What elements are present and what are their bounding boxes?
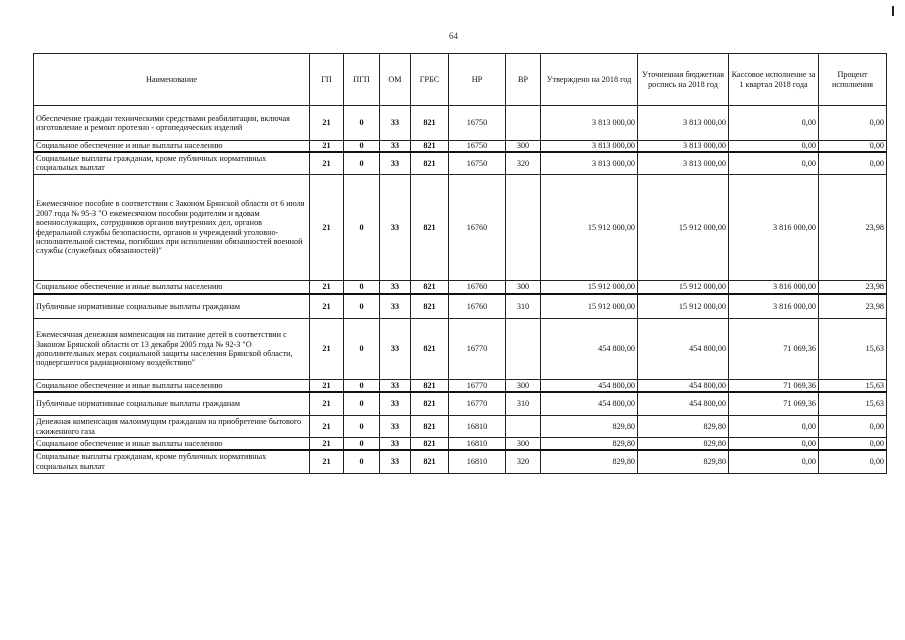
cell-pgp: 0 — [344, 416, 380, 438]
cell-cash: 0,00 — [729, 438, 819, 450]
cell-pgp: 0 — [344, 152, 380, 175]
cell-gp: 21 — [310, 319, 344, 380]
cell-pgp: 0 — [344, 392, 380, 416]
page-number: 64 — [449, 31, 458, 41]
cell-cash: 3 816 000,00 — [729, 175, 819, 281]
cell-refined: 3 813 000,00 — [638, 106, 729, 141]
cell-grbs: 821 — [411, 141, 449, 152]
cell-name: Денежная компенсация малоимущим гражданам на приобретение бытового сжиженного газа — [34, 416, 310, 438]
cell-pgp: 0 — [344, 141, 380, 152]
cell-percent: 23,98 — [819, 281, 887, 294]
table-row — [34, 152, 887, 175]
cell-gp: 21 — [310, 152, 344, 175]
cell-grbs: 821 — [411, 380, 449, 392]
table-row — [34, 294, 887, 319]
cell-pgp: 0 — [344, 281, 380, 294]
cell-cash: 71 069,36 — [729, 380, 819, 392]
cell-grbs: 821 — [411, 319, 449, 380]
table-row — [34, 416, 887, 438]
table-row — [34, 450, 887, 474]
header-nr: НР — [449, 54, 506, 106]
cell-om: 33 — [380, 450, 411, 474]
cell-grbs: 821 — [411, 281, 449, 294]
scan-edge-mark — [892, 6, 894, 16]
cell-name: Социальное обеспечение и иные выплаты населению — [34, 281, 310, 294]
header-vr: ВР — [506, 54, 541, 106]
cell-pgp: 0 — [344, 438, 380, 450]
cell-grbs: 821 — [411, 106, 449, 141]
cell-vr — [506, 319, 541, 380]
cell-om: 33 — [380, 141, 411, 152]
cell-nr: 16760 — [449, 281, 506, 294]
cell-gp: 21 — [310, 106, 344, 141]
cell-nr: 16810 — [449, 416, 506, 438]
cell-cash: 0,00 — [729, 106, 819, 141]
cell-nr: 16750 — [449, 141, 506, 152]
cell-om: 33 — [380, 175, 411, 281]
cell-cash: 71 069,36 — [729, 319, 819, 380]
cell-name: Обеспечение граждан техническими средствами реабилитации, включая изготовление и ремонт протезно - ортопедических изделий — [34, 106, 310, 141]
cell-nr: 16810 — [449, 438, 506, 450]
cell-approved: 454 800,00 — [541, 380, 638, 392]
cell-om: 33 — [380, 152, 411, 175]
cell-refined: 15 912 000,00 — [638, 281, 729, 294]
cell-gp: 21 — [310, 416, 344, 438]
cell-approved: 454 800,00 — [541, 319, 638, 380]
table-row — [34, 392, 887, 416]
cell-name: Социальное обеспечение и иные выплаты населению — [34, 380, 310, 392]
cell-cash: 0,00 — [729, 450, 819, 474]
table-row — [34, 380, 887, 392]
cell-om: 33 — [380, 319, 411, 380]
cell-pgp: 0 — [344, 294, 380, 319]
table-row — [34, 141, 887, 152]
cell-gp: 21 — [310, 392, 344, 416]
cell-cash: 71 069,36 — [729, 392, 819, 416]
cell-refined: 454 800,00 — [638, 319, 729, 380]
cell-vr: 320 — [506, 152, 541, 175]
cell-grbs: 821 — [411, 450, 449, 474]
cell-nr: 16760 — [449, 175, 506, 281]
cell-refined: 829,80 — [638, 438, 729, 450]
cell-pgp: 0 — [344, 175, 380, 281]
cell-grbs: 821 — [411, 438, 449, 450]
cell-name: Ежемесячное пособие в соответствии с Законом Брянской области от 6 июля 2007 года № 95-З "О ежемесячном пособии родителям и вдовам военнослужащих, сотрудников органов внутренних дел, органов федеральной службы безопасности, органов и учреждений уголовно-исполнительной системы, погибших при исполнении обязанностей военной службы (служебных обязанностей)" — [34, 175, 310, 281]
cell-vr: 300 — [506, 281, 541, 294]
header-approved: Утверждено на 2018 год — [541, 54, 638, 106]
cell-vr: 320 — [506, 450, 541, 474]
cell-gp: 21 — [310, 438, 344, 450]
cell-approved: 3 813 000,00 — [541, 141, 638, 152]
cell-nr: 16810 — [449, 450, 506, 474]
cell-refined: 15 912 000,00 — [638, 294, 729, 319]
header-grbs: ГРБС — [411, 54, 449, 106]
cell-pgp: 0 — [344, 450, 380, 474]
cell-grbs: 821 — [411, 392, 449, 416]
cell-name: Публичные нормативные социальные выплаты гражданам — [34, 392, 310, 416]
cell-approved: 3 813 000,00 — [541, 152, 638, 175]
cell-vr: 300 — [506, 380, 541, 392]
cell-grbs: 821 — [411, 152, 449, 175]
cell-nr: 16770 — [449, 392, 506, 416]
cell-vr — [506, 175, 541, 281]
cell-nr: 16750 — [449, 106, 506, 141]
cell-name: Социальное обеспечение и иные выплаты населению — [34, 141, 310, 152]
cell-approved: 829,80 — [541, 438, 638, 450]
cell-cash: 0,00 — [729, 416, 819, 438]
cell-refined: 829,80 — [638, 450, 729, 474]
cell-nr: 16750 — [449, 152, 506, 175]
cell-percent: 0,00 — [819, 106, 887, 141]
cell-percent: 0,00 — [819, 438, 887, 450]
cell-vr: 300 — [506, 438, 541, 450]
cell-pgp: 0 — [344, 106, 380, 141]
cell-percent: 0,00 — [819, 416, 887, 438]
cell-approved: 454 800,00 — [541, 392, 638, 416]
cell-gp: 21 — [310, 380, 344, 392]
cell-refined: 15 912 000,00 — [638, 175, 729, 281]
cell-percent: 15,63 — [819, 319, 887, 380]
cell-om: 33 — [380, 294, 411, 319]
cell-approved: 3 813 000,00 — [541, 106, 638, 141]
cell-vr: 310 — [506, 392, 541, 416]
cell-vr — [506, 106, 541, 141]
table-header-row — [34, 54, 887, 106]
header-pgp: ПГП — [344, 54, 380, 106]
cell-om: 33 — [380, 281, 411, 294]
header-om: ОМ — [380, 54, 411, 106]
cell-approved: 15 912 000,00 — [541, 175, 638, 281]
cell-approved: 829,80 — [541, 416, 638, 438]
cell-pgp: 0 — [344, 319, 380, 380]
cell-refined: 3 813 000,00 — [638, 141, 729, 152]
cell-refined: 3 813 000,00 — [638, 152, 729, 175]
table-row — [34, 175, 887, 281]
cell-cash: 0,00 — [729, 141, 819, 152]
cell-cash: 0,00 — [729, 152, 819, 175]
cell-gp: 21 — [310, 450, 344, 474]
cell-om: 33 — [380, 392, 411, 416]
cell-percent: 23,98 — [819, 175, 887, 281]
cell-name: Социальное обеспечение и иные выплаты населению — [34, 438, 310, 450]
cell-refined: 454 800,00 — [638, 392, 729, 416]
cell-approved: 829,80 — [541, 450, 638, 474]
table-row — [34, 106, 887, 141]
cell-percent: 0,00 — [819, 152, 887, 175]
cell-grbs: 821 — [411, 416, 449, 438]
cell-gp: 21 — [310, 281, 344, 294]
cell-nr: 16770 — [449, 319, 506, 380]
header-cash: Кассовое исполнение за 1 квартал 2018 года — [729, 54, 819, 106]
cell-name: Публичные нормативные социальные выплаты гражданам — [34, 294, 310, 319]
cell-gp: 21 — [310, 294, 344, 319]
cell-gp: 21 — [310, 141, 344, 152]
header-gp: ГП — [310, 54, 344, 106]
cell-percent: 15,63 — [819, 392, 887, 416]
cell-approved: 15 912 000,00 — [541, 281, 638, 294]
cell-nr: 16770 — [449, 380, 506, 392]
cell-percent: 0,00 — [819, 450, 887, 474]
cell-refined: 454 800,00 — [638, 380, 729, 392]
cell-om: 33 — [380, 380, 411, 392]
cell-nr: 16760 — [449, 294, 506, 319]
header-percent: Процент исполнения — [819, 54, 887, 106]
cell-pgp: 0 — [344, 380, 380, 392]
cell-percent: 15,63 — [819, 380, 887, 392]
cell-name: Ежемесячная денежная компенсация на питание детей в соответствии с Законом Брянской области от 13 декабря 2005 года № 92-З "О дополнительных мерах социальной защиты населения Брянской области, подвергшегося радиационному воздействию" — [34, 319, 310, 380]
cell-vr: 300 — [506, 141, 541, 152]
cell-refined: 829,80 — [638, 416, 729, 438]
cell-om: 33 — [380, 106, 411, 141]
cell-grbs: 821 — [411, 294, 449, 319]
table-row — [34, 281, 887, 294]
cell-gp: 21 — [310, 175, 344, 281]
cell-vr — [506, 416, 541, 438]
header-name: Наименование — [34, 54, 310, 106]
cell-cash: 3 816 000,00 — [729, 281, 819, 294]
cell-cash: 3 816 000,00 — [729, 294, 819, 319]
cell-name: Социальные выплаты гражданам, кроме публичных нормативных социальных выплат — [34, 152, 310, 175]
cell-percent: 23,98 — [819, 294, 887, 319]
cell-name: Социальные выплаты гражданам, кроме публичных нормативных социальных выплат — [34, 450, 310, 474]
cell-om: 33 — [380, 416, 411, 438]
cell-approved: 15 912 000,00 — [541, 294, 638, 319]
cell-vr: 310 — [506, 294, 541, 319]
table-row — [34, 319, 887, 380]
cell-percent: 0,00 — [819, 141, 887, 152]
cell-om: 33 — [380, 438, 411, 450]
header-refined: Уточненная бюджетная роспись на 2018 год — [638, 54, 729, 106]
table-row — [34, 438, 887, 450]
cell-grbs: 821 — [411, 175, 449, 281]
budget-table — [33, 53, 887, 474]
